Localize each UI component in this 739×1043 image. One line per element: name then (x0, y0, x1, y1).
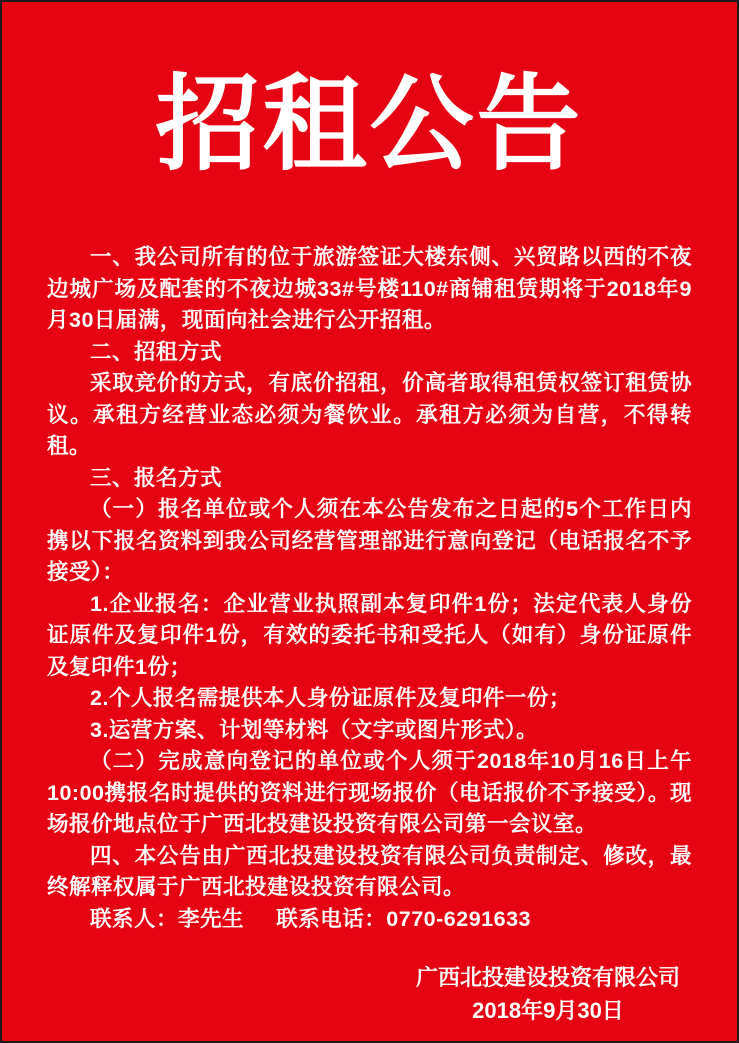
poster-title: 招租公告 (155, 68, 584, 183)
heading-section-3: 三、报名方式 (90, 465, 223, 490)
paragraph-section-3-item-2: （二）完成意向登记的单位或个人须于2018年10月16日上午10:00携报名时提供的资料进行现场报价（电话报价不予接受）。现场报价地点位于广西北投建设投资有限公司第一会议室。 (47, 749, 692, 837)
signature-block (416, 961, 680, 1027)
paragraph-requirement-1: 1.企业报名：企业营业执照副本复印件1份；法定代表人身份证原件及复印件1份，有效的委托书和受托人（如有）身份证原件及复印件1份； (47, 591, 692, 679)
signature-date: 2018年9月30日 (472, 998, 624, 1024)
paragraph-section-4: 四、本公告由广西北投建设投资有限公司负责制定、修改，最终解释权属于广西北投建设投资有限公司。 (47, 843, 692, 900)
poster-body (47, 242, 692, 935)
paragraph-section-1: 一、我公司所有的位于旅游签证大楼东侧、兴贸路以西的不夜边城广场及配套的不夜边城33#号楼110#商铺租赁期将于2018年9月30日届满，现面向社会进行公开招租。 (47, 245, 692, 333)
contact-info (47, 904, 692, 936)
signature-company: 广西北投建设投资有限公司 (415, 965, 680, 991)
paragraph-section-3-item-1: （一）报名单位或个人须在本公告发布之日起的5个工作日内携以下报名资料到我公司经营管理部进行意向登记（电话报名不予接受）： (47, 497, 692, 585)
heading-section-2: 二、招租方式 (90, 339, 223, 364)
paragraph-section-2: 采取竞价的方式，有底价招租，价高者取得租赁权签订租赁协议。承租方经营业态必须为餐饮业。承租方必须为自营，不得转租。 (47, 371, 692, 459)
contact-person: 联系人：李先生 (90, 906, 245, 931)
contact-phone: 联系电话：0770-6291633 (276, 906, 531, 931)
paragraph-requirement-3: 3.运营方案、计划等材料（文字或图片形式）。 (90, 717, 539, 742)
paragraph-requirement-2: 2.个人报名需提供本人身份证原件及复印件一份； (90, 686, 571, 711)
